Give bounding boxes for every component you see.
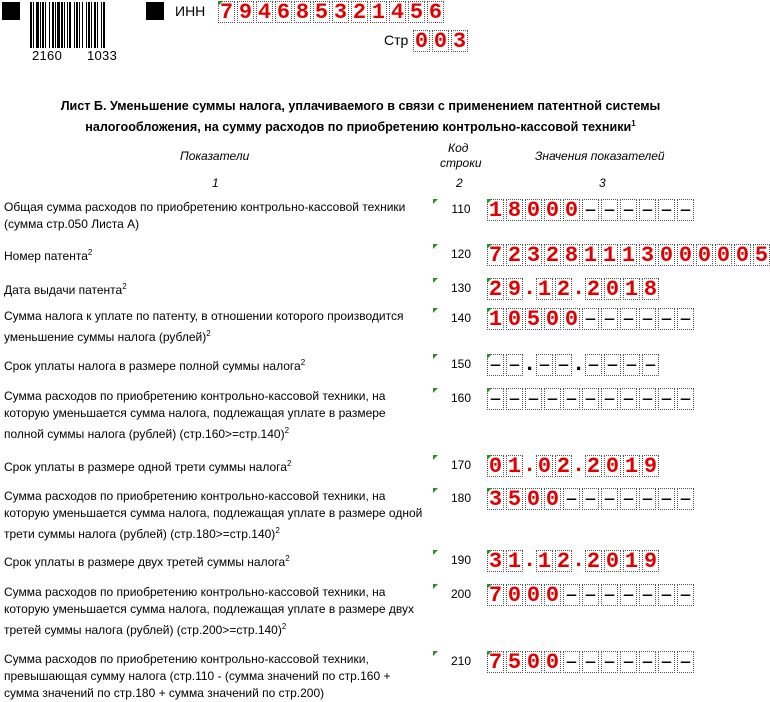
row-code-marker: [433, 199, 438, 204]
row-label-line: [4, 522, 428, 543]
row-210-cell: 7: [488, 650, 503, 675]
column-header-code-line1: Код: [448, 141, 469, 155]
page-number-field[interactable]: [413, 30, 468, 52]
inn-cell: 2: [352, 0, 367, 25]
row-130-cell: 1: [537, 277, 552, 302]
row-value-170[interactable]: [487, 455, 659, 477]
row-190-separator: .: [572, 548, 586, 573]
row-180-cell: 0: [545, 487, 560, 512]
row-210-cell: –: [621, 650, 636, 675]
row-label-140: [4, 308, 428, 346]
row-label-text: Срок уплаты налога в размере полной суммы налога: [4, 359, 301, 373]
barcode-bar: [86, 2, 87, 48]
row-code-marker: [433, 244, 438, 249]
barcode-bar: [52, 2, 54, 48]
row-label-text: Сумма налога к уплате по патенту, в отношении которого производится: [4, 309, 404, 323]
row-code-marker: [433, 308, 438, 313]
barcode-bar: [57, 2, 60, 48]
barcode-bar: [74, 2, 75, 48]
row-value-150[interactable]: [487, 354, 659, 376]
row-footnote: 2: [285, 554, 290, 563]
row-130-separator: .: [572, 276, 586, 301]
page-cell: 3: [452, 29, 467, 54]
row-code-marker: [433, 455, 438, 460]
row-190-cell: 0: [605, 549, 620, 574]
inn-cell: 6: [276, 0, 291, 25]
column-number-1: 1: [212, 176, 219, 190]
row-140-cell: –: [602, 307, 617, 332]
row-110-cell: –: [640, 198, 655, 223]
barcode: [30, 2, 128, 64]
row-label-text: Срок уплаты в размере двух третей суммы налога: [4, 555, 286, 569]
row-160-cell: –: [678, 387, 693, 412]
barcode-bar: [33, 2, 34, 48]
row-120-cell: 0: [659, 243, 674, 268]
sheet-title: [0, 97, 721, 136]
row-180-cell: –: [659, 487, 674, 512]
row-label-text: Сумма расходов по приобретению контрольно-кассовой техники, на: [4, 489, 386, 503]
row-200-cell: –: [564, 583, 579, 608]
row-120-cell: 0: [735, 243, 750, 268]
page-cell: 0: [433, 29, 448, 54]
row-170-cell: 1: [624, 454, 639, 479]
row-180-cell: –: [678, 487, 693, 512]
row-210-cell: –: [602, 650, 617, 675]
row-label-text: трети суммы налога (рублей) (стр.180>=стр.140): [4, 527, 276, 541]
row-label-160: [4, 388, 428, 443]
row-130-cell: 1: [624, 277, 639, 302]
row-210-cell: –: [678, 650, 693, 675]
row-110-cell: –: [678, 198, 693, 223]
row-150-cell: –: [605, 353, 620, 378]
field-corner-marker: [487, 455, 492, 460]
row-110-cell: 0: [545, 198, 560, 223]
row-200-cell: 0: [526, 583, 541, 608]
row-label-line: [4, 244, 428, 265]
corner-marker-left: [2, 2, 20, 20]
row-130-cell: 8: [643, 277, 658, 302]
row-label-line: [4, 422, 428, 443]
row-120-cell: 1: [621, 243, 636, 268]
row-170-cell: 2: [586, 454, 601, 479]
row-code-marker: [433, 550, 438, 555]
row-label-text: Сумма расходов по приобретению контрольно-кассовой техники, на: [4, 585, 386, 599]
row-140-cell: –: [659, 307, 674, 332]
row-110-cell: 8: [507, 198, 522, 223]
barcode-bar: [103, 2, 105, 48]
row-120-cell: 8: [564, 243, 579, 268]
row-value-120[interactable]: [487, 244, 770, 266]
row-120-cell: 5: [754, 243, 769, 268]
row-170-separator: .: [523, 453, 537, 478]
inn-cell: 4: [390, 0, 405, 25]
row-160-cell: –: [602, 387, 617, 412]
row-label-180: [4, 488, 428, 543]
barcode-bar: [88, 2, 90, 48]
barcode-bar: [91, 2, 92, 48]
row-label-110: [4, 199, 428, 233]
row-footnote: 2: [87, 248, 93, 257]
row-200-cell: –: [640, 583, 655, 608]
row-130-cell: 0: [605, 277, 620, 302]
row-150-cell: –: [488, 353, 503, 378]
barcode-bar: [61, 2, 63, 48]
row-190-separator: .: [523, 548, 537, 573]
row-label-line: [4, 455, 428, 476]
row-130-cell: 2: [586, 277, 601, 302]
row-label-text: которую уменьшается сумма налога, подлежащая уплате в размере двух: [4, 602, 415, 616]
row-label-line: [4, 354, 428, 375]
row-label-line: [4, 488, 428, 505]
row-210-cell: –: [583, 650, 598, 675]
column-header-code-line2: строки: [440, 156, 482, 170]
row-190-cell: 3: [488, 549, 503, 574]
field-corner-marker: [487, 278, 492, 283]
row-label-line: [4, 601, 428, 618]
row-label-line: [4, 505, 428, 522]
row-code-140: 140: [450, 311, 472, 325]
barcode-bar: [55, 2, 56, 48]
inn-cell: 4: [257, 0, 272, 25]
row-190-cell: 9: [643, 549, 658, 574]
row-label-line: [4, 685, 428, 702]
row-180-cell: –: [640, 487, 655, 512]
row-label-text: (сумма стр.050 Листа А): [4, 217, 140, 231]
row-130-cell: 9: [507, 277, 522, 302]
barcode-bar: [101, 2, 102, 48]
row-200-cell: –: [583, 583, 598, 608]
row-value-190[interactable]: [487, 550, 659, 572]
row-label-line: [4, 584, 428, 601]
row-label-text: которую уменьшается сумма налога, подлежащая уплате в размере: [4, 406, 386, 420]
row-label-line: [4, 618, 428, 639]
row-190-cell: 1: [624, 549, 639, 574]
row-190-cell: 2: [556, 549, 571, 574]
column-number-3: 3: [599, 176, 606, 190]
row-180-cell: –: [583, 487, 598, 512]
sheet-title-line2: [0, 115, 721, 136]
field-corner-marker: [487, 550, 492, 555]
row-code-210: 210: [450, 654, 472, 668]
barcode-bar: [94, 2, 96, 48]
row-label-text: полной суммы налога (рублей) (стр.160>=стр.140): [4, 427, 285, 441]
row-footnote: 2: [300, 358, 306, 367]
row-110-cell: –: [659, 198, 674, 223]
row-value-130[interactable]: [487, 278, 659, 300]
corner-marker-right: [146, 2, 164, 20]
row-label-line: [4, 668, 428, 685]
inn-field[interactable]: [218, 1, 444, 23]
row-footnote: 2: [122, 282, 127, 291]
row-label-line: [4, 199, 428, 216]
row-label-line: [4, 405, 428, 422]
row-160-cell: –: [507, 387, 522, 412]
row-label-line: [4, 278, 428, 299]
row-code-marker: [433, 584, 438, 589]
row-code-marker: [433, 354, 438, 359]
row-footnote: 2: [275, 526, 280, 535]
page-label: Стр: [384, 32, 409, 48]
row-210-cell: –: [640, 650, 655, 675]
row-label-text: третей суммы налога (рублей) (стр.200>=стр.140): [4, 623, 282, 637]
row-140-cell: –: [640, 307, 655, 332]
barcode-bar: [97, 2, 98, 48]
row-code-180: 180: [450, 491, 472, 505]
row-value-210[interactable]: [487, 651, 694, 673]
row-label-150: [4, 354, 428, 375]
row-180-cell: 3: [488, 487, 503, 512]
barcode-bar: [45, 2, 46, 48]
row-200-cell: 0: [545, 583, 560, 608]
row-210-cell: 5: [507, 650, 522, 675]
inn-cell: 9: [238, 0, 253, 25]
row-120-cell: 1: [583, 243, 598, 268]
row-label-text: Общая сумма расходов по приобретению контрольно-кассовой техники: [4, 200, 406, 214]
sheet-title-line2-text: налогообложения, на сумму расходов по приобретению контрольно-кассовой техники: [85, 120, 632, 135]
row-label-line: [4, 651, 428, 668]
field-corner-marker: [487, 354, 492, 359]
row-label-line: [4, 388, 428, 405]
row-code-160: 160: [450, 391, 472, 405]
row-120-cell: 0: [678, 243, 693, 268]
row-label-120: [4, 244, 428, 265]
field-corner-marker: [487, 244, 492, 249]
row-code-marker: [433, 388, 438, 393]
row-120-cell: 3: [640, 243, 655, 268]
row-150-separator: .: [523, 352, 537, 377]
barcode-number-right: 1033: [87, 48, 118, 63]
row-160-cell: –: [621, 387, 636, 412]
barcode-bars: [30, 2, 128, 48]
row-110-cell: –: [621, 198, 636, 223]
barcode-bar: [42, 2, 44, 48]
row-130-separator: .: [523, 276, 537, 301]
row-160-cell: –: [640, 387, 655, 412]
barcode-bar: [67, 2, 68, 48]
row-210-cell: –: [659, 650, 674, 675]
page-cell: 0: [414, 29, 429, 54]
row-110-cell: –: [602, 198, 617, 223]
row-160-cell: –: [564, 387, 579, 412]
row-label-text: Номер патента: [4, 249, 88, 263]
row-130-cell: 2: [488, 277, 503, 302]
row-110-cell: 0: [526, 198, 541, 223]
row-140-cell: 1: [488, 307, 503, 332]
row-120-cell: 3: [526, 243, 541, 268]
row-140-cell: 0: [507, 307, 522, 332]
row-label-text: уменьшение суммы налога (рублей): [4, 330, 207, 344]
row-label-line: [4, 325, 428, 346]
row-120-cell: 0: [697, 243, 712, 268]
row-code-marker: [433, 278, 438, 283]
row-180-cell: 5: [507, 487, 522, 512]
row-140-cell: –: [621, 307, 636, 332]
row-190-cell: 1: [507, 549, 522, 574]
row-210-cell: –: [564, 650, 579, 675]
row-160-cell: –: [526, 387, 541, 412]
row-180-cell: –: [621, 487, 636, 512]
row-label-line: [4, 216, 428, 233]
barcode-bar: [82, 2, 83, 48]
sheet-title-line1: Лист Б. Уменьшение суммы налога, уплачиваемого в связи с применением патентной системы: [60, 99, 661, 113]
row-170-separator: .: [572, 453, 586, 478]
row-170-cell: 9: [643, 454, 658, 479]
field-corner-marker: [487, 584, 492, 589]
row-value-180[interactable]: [487, 488, 694, 510]
row-label-line: [4, 308, 428, 325]
column-header-indicators: Показатели: [180, 149, 250, 163]
row-label-text: Сумма расходов по приобретению контрольно-кассовой техники, на: [4, 389, 386, 403]
row-label-text: превышающая сумму налога (стр.110 - (сумма значений по стр.160 +: [4, 669, 391, 683]
row-120-cell: 0: [716, 243, 731, 268]
inn-cell: 5: [314, 0, 329, 25]
row-label-line: [4, 550, 428, 571]
row-code-120: 120: [450, 247, 472, 261]
row-label-190: [4, 550, 428, 571]
inn-cell: 8: [295, 0, 310, 25]
row-code-110: 110: [451, 202, 471, 216]
barcode-bar: [69, 2, 71, 48]
row-200-cell: –: [621, 583, 636, 608]
field-corner-marker: [487, 308, 492, 313]
row-150-cell: –: [556, 353, 571, 378]
row-200-cell: –: [678, 583, 693, 608]
barcode-bar: [64, 2, 65, 48]
row-140-cell: 0: [564, 307, 579, 332]
row-110-cell: 0: [564, 198, 579, 223]
row-160-cell: –: [583, 387, 598, 412]
row-200-cell: –: [602, 583, 617, 608]
barcode-bar: [36, 2, 39, 48]
row-180-cell: 0: [526, 487, 541, 512]
row-label-130: [4, 278, 428, 299]
row-120-cell: 7: [488, 243, 503, 268]
row-140-cell: 0: [545, 307, 560, 332]
barcode-bar: [49, 2, 50, 48]
row-190-cell: 1: [537, 549, 552, 574]
row-200-cell: –: [659, 583, 674, 608]
inn-cell: 7: [219, 0, 234, 25]
row-footnote: 2: [286, 459, 292, 468]
row-170-cell: 0: [605, 454, 620, 479]
row-120-cell: 2: [507, 243, 522, 268]
row-code-190: 190: [450, 553, 472, 567]
row-170-cell: 0: [488, 454, 503, 479]
row-160-cell: –: [488, 387, 503, 412]
row-140-cell: –: [583, 307, 598, 332]
row-code-130: 130: [450, 281, 472, 295]
row-value-140[interactable]: [487, 308, 694, 330]
field-corner-marker: [487, 651, 492, 656]
inn-cell: 3: [333, 0, 348, 25]
row-value-200[interactable]: [487, 584, 694, 606]
row-code-150: 150: [450, 357, 472, 371]
row-120-cell: 2: [545, 243, 560, 268]
row-150-cell: –: [624, 353, 639, 378]
row-150-cell: –: [507, 353, 522, 378]
row-180-cell: –: [564, 487, 579, 512]
row-110-cell: 1: [488, 198, 503, 223]
row-170-cell: 1: [507, 454, 522, 479]
barcode-bar: [30, 2, 32, 48]
row-label-text: сумма значений по стр.180 + сумма значений по стр.200): [4, 686, 325, 700]
inn-cell: 6: [428, 0, 443, 25]
row-150-cell: –: [586, 353, 601, 378]
row-code-marker: [433, 651, 438, 656]
row-210-cell: 0: [545, 650, 560, 675]
row-code-200: 200: [450, 587, 472, 601]
inn-label: ИНН: [175, 3, 206, 19]
row-label-text: Дата выдачи патента: [4, 283, 123, 297]
column-number-2: 2: [456, 176, 463, 190]
row-170-cell: 2: [556, 454, 571, 479]
row-140-cell: 5: [526, 307, 541, 332]
row-footnote: 2: [284, 426, 290, 435]
row-210-cell: 0: [526, 650, 541, 675]
row-200-cell: 0: [507, 583, 522, 608]
inn-cell: 5: [409, 0, 424, 25]
sheet-title-footnote: 1: [631, 119, 636, 128]
row-value-110[interactable]: [487, 199, 694, 221]
row-label-200: [4, 584, 428, 639]
row-160-cell: –: [659, 387, 674, 412]
row-label-210: [4, 651, 428, 702]
barcode-number-left: 2160: [32, 48, 63, 63]
barcode-bar: [79, 2, 80, 48]
row-value-160[interactable]: [487, 388, 694, 410]
row-190-cell: 2: [586, 549, 601, 574]
row-label-text: которую уменьшается сумма налога, подлежащая уплате в размере одной: [4, 506, 423, 520]
inn-cell: 1: [371, 0, 386, 25]
row-150-cell: –: [537, 353, 552, 378]
barcode-bar: [76, 2, 78, 48]
field-corner-marker: [487, 388, 492, 393]
row-130-cell: 2: [556, 277, 571, 302]
row-footnote: 2: [206, 329, 211, 338]
row-160-cell: –: [545, 387, 560, 412]
row-footnote: 2: [281, 622, 287, 631]
row-label-text: Срок уплаты в размере одной трети суммы налога: [4, 460, 287, 474]
field-corner-marker: [487, 488, 492, 493]
row-170-cell: 0: [537, 454, 552, 479]
row-code-marker: [433, 488, 438, 493]
field-corner-marker: [218, 1, 223, 6]
row-140-cell: –: [678, 307, 693, 332]
column-header-values: Значения показателей: [535, 149, 665, 163]
row-200-cell: 7: [488, 583, 503, 608]
field-corner-marker: [487, 199, 492, 204]
barcode-bar: [40, 2, 41, 48]
row-label-170: [4, 455, 428, 476]
row-110-cell: –: [583, 198, 598, 223]
row-180-cell: –: [602, 487, 617, 512]
row-label-text: Сумма расходов по приобретению контрольно-кассовой техники,: [4, 652, 369, 666]
row-150-cell: –: [643, 353, 658, 378]
row-120-cell: 1: [602, 243, 617, 268]
row-code-170: 170: [450, 458, 472, 472]
row-150-separator: .: [572, 352, 586, 377]
